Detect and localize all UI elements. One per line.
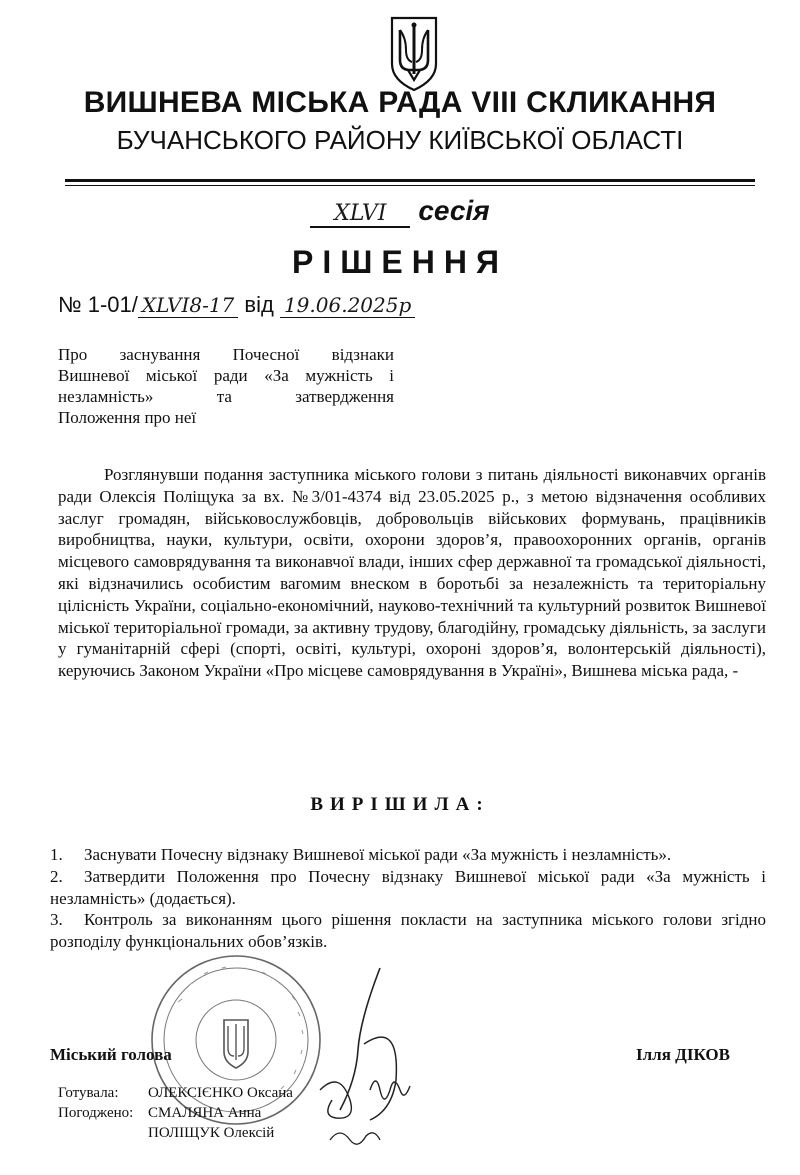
decision-date-label: від (244, 292, 274, 317)
session-number: XLVI (310, 201, 410, 228)
head-title: Міський голова (50, 1045, 172, 1064)
preamble (58, 464, 766, 682)
header-divider-thick (65, 179, 755, 182)
decision-number-line (58, 292, 415, 318)
item-number: 2. (50, 866, 63, 886)
head-name: Ілля ДІКОВ (636, 1045, 730, 1064)
item-number: 1. (50, 845, 63, 864)
decision-subject (58, 344, 394, 428)
session-line (0, 195, 800, 228)
prepared-name: ОЛЕКСІЄНКО Оксана (148, 1085, 293, 1101)
council-region: БУЧАНСЬКОГО РАЙОНУ КИЇВСЬКОЇ ОБЛАСТІ (116, 125, 684, 155)
trident-emblem-icon (386, 14, 442, 94)
header-divider-thin (65, 185, 755, 186)
decision-title: РІШЕННЯ (292, 244, 508, 280)
item-number: 3. (50, 910, 63, 930)
decision-date-handwritten: 19.06.2025р (280, 293, 415, 318)
decision-number-handwritten: XLVI8-17 (138, 293, 238, 318)
subject-line: Про заснування Почесної відзнаки (58, 345, 394, 364)
subject-line: незламність» та затвердження (58, 387, 394, 406)
handwritten-signature-icon (300, 960, 460, 1160)
preamble-text: Розглянувши подання заступника міського голови з питань діяльності виконавчих органів ради Олексія Поліщука за вх. №3/01-4374 від 23.05.2025 р., з метою відзначення особливих заслуг громадян, військовослужбовців, добровольців військових формувань, працівників виробництва, науки, культури, освіти, охорони здоров’я, правоохоронних органів, органів місцевого самоврядування та виконавчої влади, інших сфер державної та громадської діяльності, які відзначились особистим вагомим внеском в боротьбі за незалежність та територіальну цілісність України, соціально-економічний, науково-технічний та культурний розвиток Вишневої міської територіальної громади, за активну трудову, благодійну, громадську діяльність, за заслуги у гуманітарній сфері (спорті, освіті, культурі, охороні здоров’я, волонтерській діяльності), керуючись Законом України «Про місцеве самоврядування в Україні», Вишнева міська рада, - (58, 465, 766, 681)
item-text: Затвердити Положення про Почесну відзнаку Вишневої міської ради «За мужність і незламність» (додається). (50, 866, 766, 908)
council-name: ВИШНЕВА МІСЬКА РАДА VIII СКЛИКАННЯ (83, 86, 717, 119)
resolution-item (50, 844, 766, 866)
resolution-item (50, 909, 766, 953)
item-text: Заснувати Почесну відзнаку Вишневої міської ради «За мужність і незламність». (84, 845, 672, 864)
session-label: сесія (418, 195, 490, 226)
agreed-name: СМАЛЯНА Анна (148, 1105, 262, 1121)
agreed-name: ПОЛІЩУК Олексій (148, 1125, 275, 1141)
agreed-label: Погоджено: (58, 1105, 134, 1121)
subject-line: Положення про неї (58, 408, 197, 427)
decision-number-prefix: № 1-01/ (58, 292, 138, 317)
resolution-items (50, 844, 766, 953)
resolved-heading: ВИРІШИЛА: (310, 794, 490, 815)
resolution-item (50, 866, 766, 910)
subject-line: Вишневої міської ради «За мужність і (58, 366, 394, 385)
prepared-label: Готувала: (58, 1085, 119, 1101)
item-text: Контроль за виконанням цього рішення покласти на заступника міського голови згідно розподілу функціональних обов’язків. (50, 910, 766, 952)
